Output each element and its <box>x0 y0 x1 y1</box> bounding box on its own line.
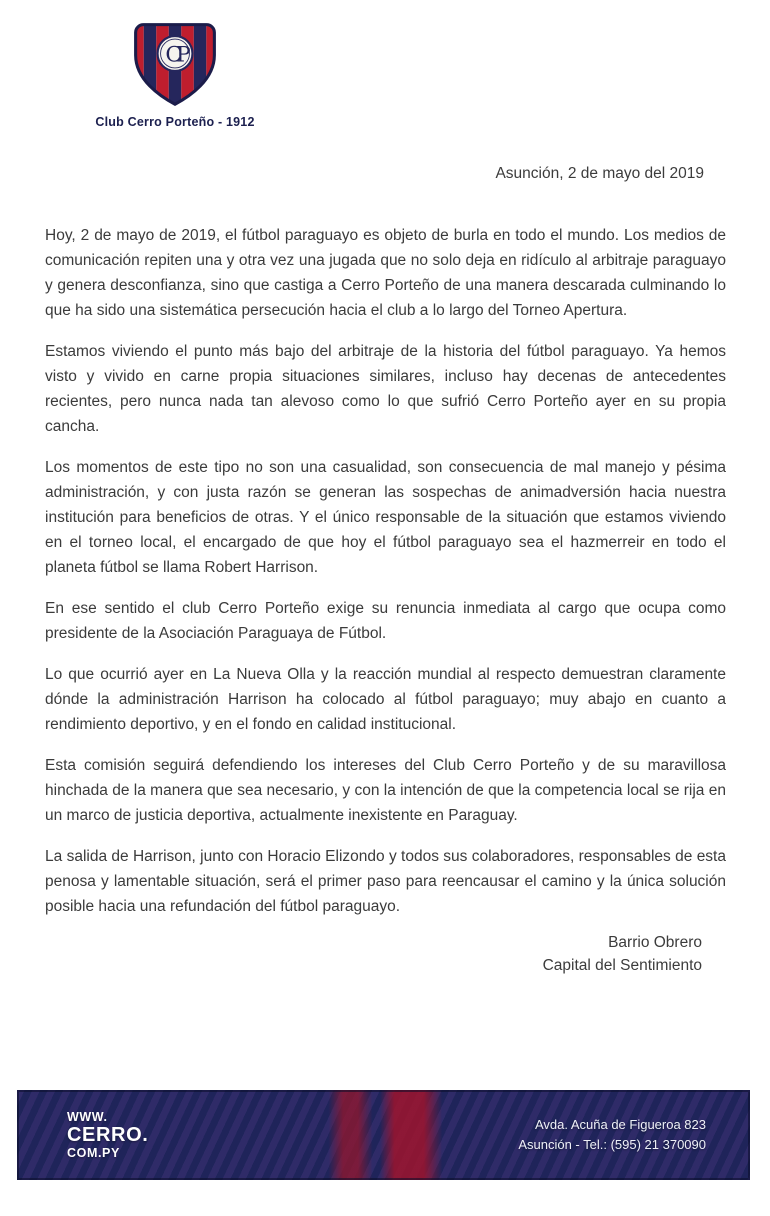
paragraph-5: Lo que ocurrió ayer en La Nueva Olla y la reacción mundial al respecto demuestran claramente dónde la administración Harrison ha colocado al fútbol paraguayo; muy abajo en cuanto a rendimiento deportivo, y en el fondo en calidad institucional. <box>45 666 726 733</box>
letter-body <box>45 223 726 919</box>
footer-website <box>17 1110 148 1160</box>
crest-monogram: CP <box>165 42 185 68</box>
footer-website-line-1: WWW. <box>67 1109 108 1124</box>
paragraph-2: Estamos viviendo el punto más bajo del arbitraje de la historia del fútbol paraguayo. Ya hemos visto y vivido en carne propia situaciones similares, incluso hay decenas de antecedentes recientes, pero nunca nada tan alevoso como lo que sufrió Cerro Porteño ayer en su propia cancha. <box>45 343 726 435</box>
letterhead <box>95 0 255 129</box>
footer-address <box>518 1115 750 1155</box>
signature-line-1: Barrio Obrero <box>608 934 702 951</box>
club-name-caption: Club Cerro Porteño - 1912 <box>95 115 255 129</box>
date-line: Asunción, 2 de mayo del 2019 <box>495 165 704 182</box>
paragraph-7: La salida de Harrison, junto con Horacio Elizondo y todos sus colaboradores, responsables de esta penosa y lamentable situación, será el primer paso para reencausar el camino y la única solución posible hacia una refundación del fútbol paraguayo. <box>45 848 726 915</box>
paragraph-6: Esta comisión seguirá defendiendo los intereses del Club Cerro Porteño y de su maravillosa hinchada de la manera que sea necesario, y con la intención de que la competencia local se rija en un marco de justicia deportiva, actualmente inexistente en Paraguay. <box>45 757 726 824</box>
signature-line-2: Capital del Sentimiento <box>542 957 702 974</box>
signature-block <box>0 931 770 977</box>
paragraph-3: Los momentos de este tipo no son una casualidad, son consecuencia de mal manejo y pésima administración, y con justa razón se generan las sospechas de animadversión hacia nuestra institución para beneficios de otras. Y el único responsable de la situación que estamos viviendo en el torneo local, el encargado de que hoy el fútbol paraguayo sea el hazmerreir en todo el planeta fútbol se llama Robert Harrison. <box>45 459 726 576</box>
club-crest-icon <box>131 22 219 106</box>
footer-bar <box>17 1090 750 1180</box>
footer-address-line-1: Avda. Acuña de Figueroa 823 <box>534 1117 706 1132</box>
paragraph-1: Hoy, 2 de mayo de 2019, el fútbol paraguayo es objeto de burla en todo el mundo. Los medios de comunicación repiten una y otra vez una jugada que no solo deja en ridículo al arbitraje paraguayo y genera desconfianza, sino que castiga a Cerro Porteño de una manera descarada culminando lo que ha sido una sistemática persecución hacia el club a lo largo del Torneo Apertura. <box>45 227 726 319</box>
footer-address-line-2: Asunción - Tel.: (595) 21 370090 <box>518 1137 706 1152</box>
footer-website-line-2: CERRO. <box>67 1123 149 1146</box>
footer-website-line-3: COM.PY <box>67 1146 120 1161</box>
paragraph-4: En ese sentido el club Cerro Porteño exige su renuncia inmediata al cargo que ocupa como presidente de la Asociación Paraguaya de Fútbol. <box>45 600 726 642</box>
